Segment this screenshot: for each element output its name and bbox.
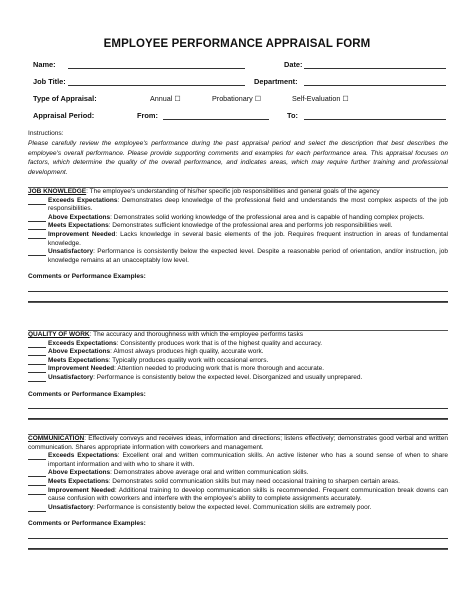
rating-blank[interactable] xyxy=(28,348,46,356)
section-description: : The employee's understanding of his/her specific job responsibilities and general goals of the agency xyxy=(86,188,380,195)
rating-level: Exceeds Expectations xyxy=(48,196,118,204)
rating-text: : Excellent oral and written communication skills. An active listener who has a sound sense of when to share important information and with who to share it with. xyxy=(48,452,448,468)
rating-level: Exceeds Expectations xyxy=(48,339,117,347)
rating-description xyxy=(48,478,448,487)
rating-description xyxy=(48,374,448,383)
self-evaluation-checkbox[interactable]: Self-Evaluation ☐ xyxy=(292,94,349,103)
rating-description xyxy=(48,469,448,478)
section-name: QUALITY OF WORK xyxy=(28,331,90,338)
rating-text: : Demonstrates above average oral and written communication skills. xyxy=(110,469,309,477)
rating-level: Meets Expectations xyxy=(48,356,109,364)
rating-text: : Demonstrates deep knowledge of the professional field and understands the most complex aspects of the job responsibilities. xyxy=(48,196,448,213)
rating-description xyxy=(48,348,448,357)
rating-level: Above Expectations xyxy=(48,348,111,356)
instructions-text: Please carefully review the employee's performance during the past appraisal period and select the description that best describes the employee's overall performance. Please provide supporting comments and examples for each performance area. This appraisal focuses on factors, which determine the quality of the overall performance, and indicates areas, which may require further training and professional development. xyxy=(28,140,448,176)
instructions-heading: Instructions: xyxy=(28,130,64,137)
comments-line[interactable] xyxy=(28,292,448,302)
rating-level: Improvement Needed xyxy=(48,230,116,238)
comments-line[interactable] xyxy=(28,409,448,419)
rating-blank[interactable] xyxy=(28,374,46,382)
rating-text: : Performance is consistently below the expected level. Disorganized and usually unprepared. xyxy=(93,373,363,381)
rating-description xyxy=(48,222,448,231)
rating-blank[interactable] xyxy=(28,340,46,348)
comments-line[interactable] xyxy=(28,399,448,409)
rating-option xyxy=(28,348,448,357)
name-label: Name: xyxy=(33,60,56,69)
rating-text: : Demonstrates sufficient knowledge of the professional area and performs job responsibilities well. xyxy=(108,222,393,230)
comments-line[interactable] xyxy=(28,282,448,292)
rating-text: : Performance is consistently below the expected level. Despite a reasonable period of orientation, and/or instruction, job knowledge remains at an unacceptably low level. xyxy=(48,248,448,264)
rating-text: : Almost always produces high quality, accurate work. xyxy=(110,348,264,356)
rating-blank[interactable] xyxy=(28,504,46,512)
section-description: : Effectively conveys and receives ideas, information and directions; listens effectively; demonstrates good verbal and written communication. Shares appropriate information with coworkers and management. xyxy=(28,435,448,451)
rating-option xyxy=(28,469,448,478)
job-knowledge-header xyxy=(28,188,448,197)
rating-blank[interactable] xyxy=(28,365,46,373)
annual-checkbox[interactable]: Annual ☐ xyxy=(150,94,181,103)
rating-option xyxy=(28,222,448,231)
rating-description xyxy=(48,452,448,469)
rating-option xyxy=(28,365,448,374)
comments-line[interactable] xyxy=(28,529,448,539)
rating-text: : Additional training to develop communication skills is recommended. Frequent communication break downs can cause confusion with coworkers and interfere with the employee's ability to complete assignments accurately. xyxy=(48,486,448,503)
rating-blank[interactable] xyxy=(28,197,46,205)
rating-text: : Attention needed to producing work that is more thorough and accurate. xyxy=(114,365,325,373)
rating-blank[interactable] xyxy=(28,452,46,460)
rating-text: : Demonstrates solid communication skills but may need occasional training to sharpen certain areas. xyxy=(108,477,400,485)
job-title-label: Job Title: xyxy=(33,77,66,86)
rating-description xyxy=(48,357,448,366)
name-field[interactable] xyxy=(68,68,245,69)
rating-text: : Performance is consistently below the expected level. Communication skills are extremely poor. xyxy=(93,503,372,511)
comments-label: Comments or Performance Examples: xyxy=(28,273,146,281)
date-field[interactable] xyxy=(304,68,446,69)
rating-level: Improvement Needed xyxy=(48,365,115,373)
rating-blank[interactable] xyxy=(28,478,46,486)
rating-description xyxy=(48,487,448,504)
probationary-checkbox[interactable]: Probationary ☐ xyxy=(212,94,262,103)
rating-option xyxy=(28,487,448,504)
rating-option xyxy=(28,231,448,248)
section-quality-of-work xyxy=(28,330,448,420)
rating-text: : Consistently produces work that is of the highest quality and accuracy. xyxy=(116,339,323,347)
appraisal-period-label: Appraisal Period: xyxy=(33,111,95,120)
rating-level: Unsatisfactory xyxy=(48,248,94,256)
from-field[interactable] xyxy=(163,119,269,120)
rating-option xyxy=(28,504,448,513)
rating-description xyxy=(48,214,448,223)
to-label: To: xyxy=(287,111,298,120)
rating-option xyxy=(28,214,448,223)
rating-description xyxy=(48,340,448,349)
date-label: Date: xyxy=(284,60,303,69)
type-of-appraisal-label: Type of Appraisal: xyxy=(33,94,97,103)
section-description: : The accuracy and thoroughness with which the employee performs tasks xyxy=(89,331,304,338)
rating-description xyxy=(48,197,448,214)
rating-option xyxy=(28,248,448,265)
rating-text: : Lacks knowledge in several basic elements of the job. Requires frequent instruction in areas of fundamental knowledge. xyxy=(48,230,448,247)
rating-description xyxy=(48,248,448,265)
comments-label: Comments or Performance Examples: xyxy=(28,520,146,528)
rating-option xyxy=(28,197,448,214)
job-title-field[interactable] xyxy=(68,85,245,86)
rating-level: Meets Expectations xyxy=(48,477,109,485)
to-field[interactable] xyxy=(304,119,446,120)
quality-of-work-header xyxy=(28,331,448,340)
communication-header xyxy=(28,435,448,452)
rating-level: Meets Expectations xyxy=(48,222,109,230)
comments-label: Comments or Performance Examples: xyxy=(28,390,146,398)
rating-option xyxy=(28,452,448,469)
rating-blank[interactable] xyxy=(28,231,46,239)
section-job-knowledge xyxy=(28,187,448,303)
rating-blank[interactable] xyxy=(28,469,46,477)
department-label: Department: xyxy=(254,77,298,86)
rating-text: : Demonstrates solid working knowledge of the professional area and is capable of handing complex projects. xyxy=(110,213,425,221)
rating-text: : Typically produces quality work with occasional errors. xyxy=(108,356,269,364)
section-name: COMMUNICATION xyxy=(28,435,85,442)
rating-option xyxy=(28,340,448,349)
rating-description xyxy=(48,231,448,248)
rating-description xyxy=(48,504,448,513)
rating-level: Exceeds Expectations xyxy=(48,452,118,460)
rating-option xyxy=(28,374,448,383)
rating-blank[interactable] xyxy=(28,487,46,495)
section-communication xyxy=(28,434,448,550)
comments-line[interactable] xyxy=(28,539,448,549)
rating-blank[interactable] xyxy=(28,357,46,365)
department-field[interactable] xyxy=(304,85,446,86)
rating-level: Above Expectations xyxy=(48,213,111,221)
form-title: EMPLOYEE PERFORMANCE APPRAISAL FORM xyxy=(103,38,371,50)
rating-blank[interactable] xyxy=(28,214,46,222)
rating-level: Improvement Needed xyxy=(48,486,115,494)
rating-option xyxy=(28,478,448,487)
rating-description xyxy=(48,365,448,374)
rating-option xyxy=(28,357,448,366)
rating-blank[interactable] xyxy=(28,248,46,256)
rating-level: Unsatisfactory xyxy=(48,373,94,381)
rating-level: Unsatisfactory xyxy=(48,503,94,511)
rating-level: Above Expectations xyxy=(48,469,111,477)
rating-blank[interactable] xyxy=(28,222,46,230)
section-name: JOB KNOWLEDGE xyxy=(28,188,87,195)
from-label: From: xyxy=(137,111,158,120)
